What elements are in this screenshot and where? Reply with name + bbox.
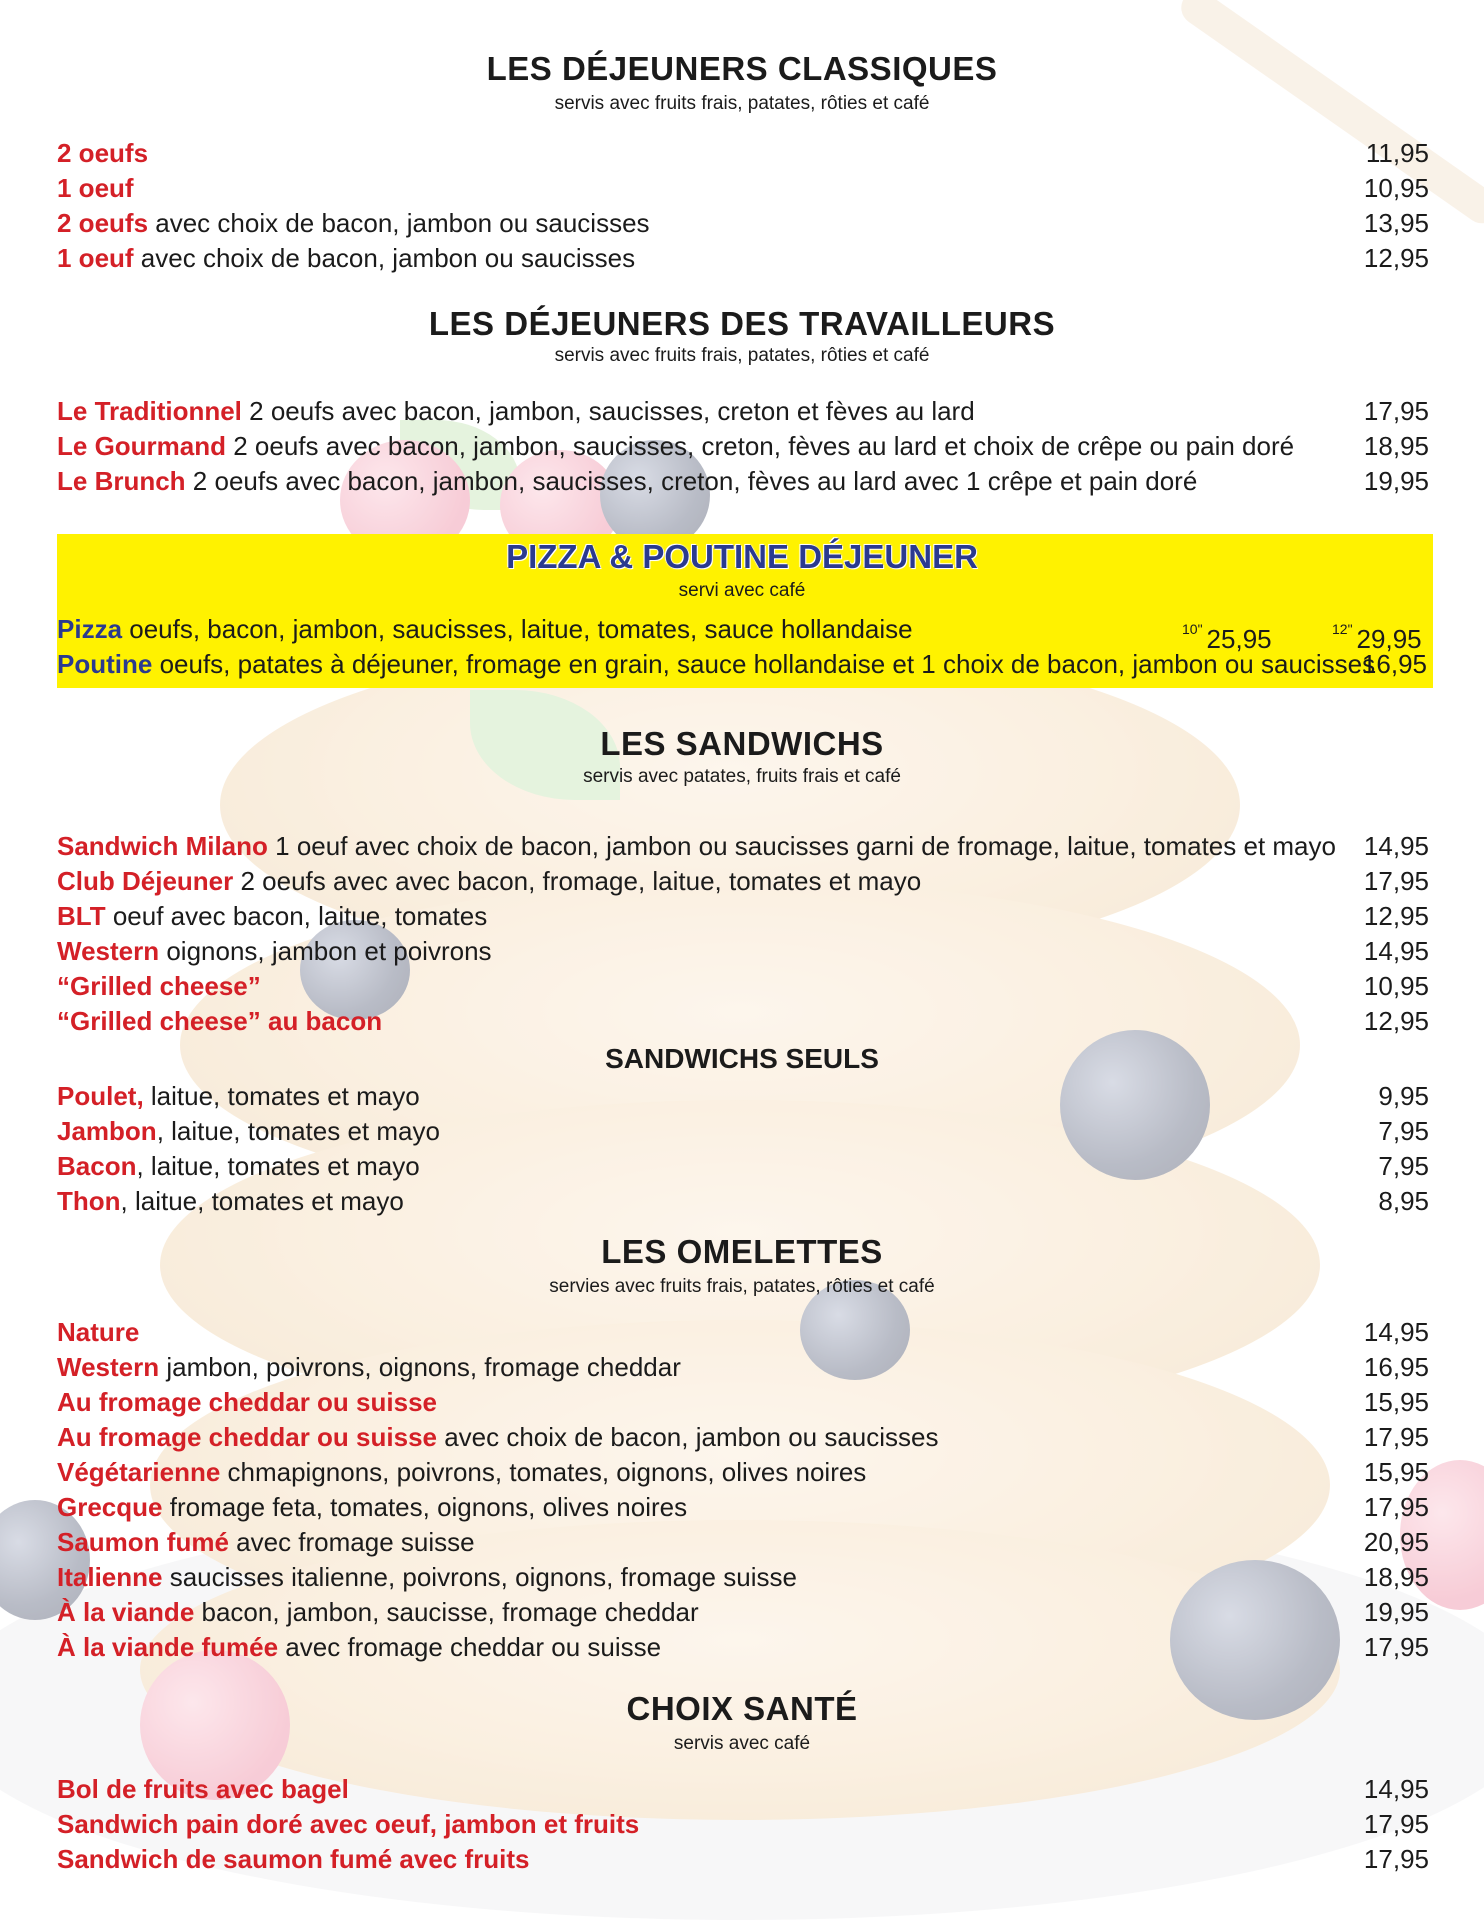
item-price: 19,95 [1363, 1597, 1429, 1627]
menu-item [57, 1806, 1429, 1842]
menu-item [57, 1841, 1429, 1877]
section-subtitle-sandwichs: servis avec patates, fruits frais et café [583, 766, 901, 787]
item-price: 9,95 [1378, 1081, 1429, 1111]
item-price: 17,95 [1363, 1422, 1429, 1452]
menu-item [57, 1078, 1429, 1114]
menu-item [57, 1559, 1429, 1595]
menu-item [57, 393, 1429, 429]
item-price: 17,95 [1363, 396, 1429, 426]
section-subtitle-pizza-poutine: servi avec café [678, 580, 806, 601]
item-desc: oeuf avec bacon, laitue, tomates [105, 901, 488, 931]
item-name: Western [57, 936, 160, 966]
item-price: 17,95 [1363, 1809, 1429, 1839]
item-price: 25,95 [1206, 624, 1272, 654]
size-label: 10" [1182, 621, 1203, 637]
item-price: 13,95 [1363, 208, 1429, 238]
item-name: Au fromage cheddar ou suisse [57, 1422, 437, 1452]
item-name: Végétarienne [57, 1457, 221, 1487]
section-subtitle-classiques: servis avec fruits frais, patates, rôties et café [554, 93, 930, 114]
section-title-classiques: LES DÉJEUNERS CLASSIQUES [486, 50, 998, 87]
section-subtitle-travailleurs: servis avec fruits frais, patates, rôties et café [554, 345, 930, 366]
item-name: Poulet, [57, 1081, 144, 1111]
item-desc: chmapignons, poivrons, tomates, oignons, olives noires [220, 1457, 867, 1487]
menu-item [57, 1454, 1429, 1490]
menu-item [57, 1594, 1429, 1630]
item-desc: laitue, tomates et mayo [143, 1081, 420, 1111]
item-price: 17,95 [1363, 866, 1429, 896]
item-name: Le Gourmand [57, 431, 227, 461]
item-name: Thon [57, 1186, 121, 1216]
item-price: 14,95 [1363, 936, 1429, 966]
section-title-sante: CHOIX SANTÉ [626, 1690, 858, 1727]
menu-item [57, 205, 1429, 241]
item-name: Au fromage cheddar ou suisse [57, 1387, 437, 1417]
item-name: Western [57, 1352, 160, 1382]
item-name: Sandwich de saumon fumé avec fruits [57, 1844, 530, 1874]
menu-item [57, 933, 1429, 969]
menu-item-poutine [57, 646, 1427, 682]
item-price: 17,95 [1363, 1632, 1429, 1662]
item-name: Le Brunch [57, 466, 186, 496]
item-price: 10,95 [1363, 971, 1429, 1001]
item-name: 1 oeuf [57, 173, 134, 203]
menu-item [57, 828, 1429, 864]
item-price: 29,95 [1356, 624, 1422, 654]
item-name: À la viande fumée [57, 1632, 279, 1662]
item-desc: jambon, poivrons, oignons, fromage cheddar [159, 1352, 681, 1382]
menu-item [57, 1384, 1429, 1420]
item-name: “Grilled cheese” au bacon [57, 1006, 383, 1036]
menu-item [57, 135, 1429, 171]
item-price: 14,95 [1363, 1317, 1429, 1347]
item-desc: , laitue, tomates et mayo [136, 1151, 420, 1181]
section-title-sandwichs: LES SANDWICHS [600, 725, 884, 762]
item-name: À la viande [57, 1597, 195, 1627]
item-name: Sandwich pain doré avec oeuf, jambon et fruits [57, 1809, 640, 1839]
item-desc: 2 oeufs avec bacon, jambon, saucisses, creton, fèves au lard avec 1 crêpe et pain doré [185, 466, 1198, 496]
item-desc: oignons, jambon et poivrons [159, 936, 492, 966]
item-desc: oeufs, bacon, jambon, saucisses, laitue, tomates, sauce hollandaise [122, 614, 913, 644]
item-desc: 2 oeufs avec bacon, jambon, saucisses, creton et fèves au lard [241, 396, 975, 426]
item-desc: fromage feta, tomates, oignons, olives noires [162, 1492, 688, 1522]
section-title-pizza-poutine: PIZZA & POUTINE DÉJEUNER [506, 538, 978, 575]
size-label: 12" [1332, 621, 1353, 637]
item-price: 17,95 [1363, 1492, 1429, 1522]
item-desc: avec choix de bacon, jambon ou saucisses [148, 208, 650, 238]
menu-item [57, 240, 1429, 276]
section-title-seuls: SANDWICHS SEULS [605, 1043, 879, 1074]
item-price: 20,95 [1363, 1527, 1429, 1557]
menu-item [57, 1419, 1429, 1455]
item-name: Poutine [57, 649, 153, 679]
menu-item [57, 863, 1429, 899]
item-name: Bol de fruits avec bagel [57, 1774, 349, 1804]
item-price: 16,95 [1363, 1352, 1429, 1382]
item-price: 12,95 [1363, 901, 1429, 931]
item-price: 10,95 [1363, 173, 1429, 203]
item-price: 7,95 [1378, 1151, 1429, 1181]
item-name: 2 oeufs [57, 208, 149, 238]
menu-item [57, 428, 1429, 464]
item-name: Club Déjeuner [57, 866, 234, 896]
item-name: “Grilled cheese” [57, 971, 261, 1001]
section-subtitle-sante: servis avec café [673, 1733, 811, 1754]
menu-item [57, 1489, 1429, 1525]
menu-item [57, 1113, 1429, 1149]
item-name: Bacon [57, 1151, 137, 1181]
section-subtitle-omelettes: servies avec fruits frais, patates, rôties et café [549, 1276, 935, 1297]
item-price: 19,95 [1363, 466, 1429, 496]
menu-item [57, 1771, 1429, 1807]
menu-item [57, 170, 1429, 206]
menu-item [57, 1629, 1429, 1665]
menu-item [57, 1524, 1429, 1560]
item-desc: 1 oeuf avec choix de bacon, jambon ou saucisses garni de fromage, laitue, tomates et mayo [267, 831, 1336, 861]
item-desc: , laitue, tomates et mayo [120, 1186, 404, 1216]
item-name: Saumon fumé [57, 1527, 229, 1557]
item-desc: , laitue, tomates et mayo [156, 1116, 440, 1146]
item-price: 14,95 [1363, 1774, 1429, 1804]
item-name: Pizza [57, 614, 123, 644]
item-name: 1 oeuf [57, 243, 134, 273]
item-desc: oeufs, patates à déjeuner, fromage en grain, sauce hollandaise et 1 choix de bacon, jambon ou saucisses [152, 649, 1376, 679]
item-desc: 2 oeufs avec bacon, jambon, saucisses, creton, fèves au lard et choix de crêpe ou pain doré [226, 431, 1295, 461]
item-name: Le Traditionnel [57, 396, 242, 426]
item-price: 16,95 [1361, 649, 1427, 679]
menu-item [57, 1148, 1429, 1184]
item-name: Grecque [57, 1492, 163, 1522]
menu-item [57, 968, 1429, 1004]
item-price: 8,95 [1378, 1186, 1429, 1216]
item-desc: avec choix de bacon, jambon ou saucisses [436, 1422, 939, 1452]
item-price: 11,95 [1365, 138, 1429, 168]
item-desc: 2 oeufs avec avec bacon, fromage, laitue, tomates et mayo [233, 866, 922, 896]
menu-item [57, 1349, 1429, 1385]
item-name: Jambon [57, 1116, 157, 1146]
item-price: 18,95 [1363, 431, 1429, 461]
item-price: 12,95 [1363, 243, 1429, 273]
item-name: Italienne [57, 1562, 163, 1592]
item-price: 14,95 [1363, 831, 1429, 861]
item-desc: avec fromage cheddar ou suisse [278, 1632, 662, 1662]
item-desc: avec fromage suisse [228, 1527, 475, 1557]
item-price: 12,95 [1363, 1006, 1429, 1036]
menu-item [57, 1183, 1429, 1219]
menu-item [57, 463, 1429, 499]
section-title-travailleurs: LES DÉJEUNERS DES TRAVAILLEURS [428, 305, 1056, 342]
menu-item-pizza [57, 611, 1427, 654]
item-price: 15,95 [1363, 1387, 1429, 1417]
item-desc: saucisses italienne, poivrons, oignons, fromage suisse [162, 1562, 797, 1592]
item-desc: avec choix de bacon, jambon ou saucisses [133, 243, 636, 273]
menu-item [57, 898, 1429, 934]
item-price: 18,95 [1363, 1562, 1429, 1592]
item-name: 2 oeufs [57, 138, 149, 168]
item-name: Nature [57, 1317, 140, 1347]
item-name: Sandwich Milano [57, 831, 268, 861]
item-price: 15,95 [1363, 1457, 1429, 1487]
section-title-omelettes: LES OMELETTES [601, 1233, 883, 1270]
item-price: 7,95 [1378, 1116, 1429, 1146]
menu-item [57, 1314, 1429, 1350]
item-desc: bacon, jambon, saucisse, fromage cheddar [194, 1597, 699, 1627]
item-price: 17,95 [1363, 1844, 1429, 1874]
menu-item [57, 1003, 1429, 1039]
item-name: BLT [57, 901, 106, 931]
